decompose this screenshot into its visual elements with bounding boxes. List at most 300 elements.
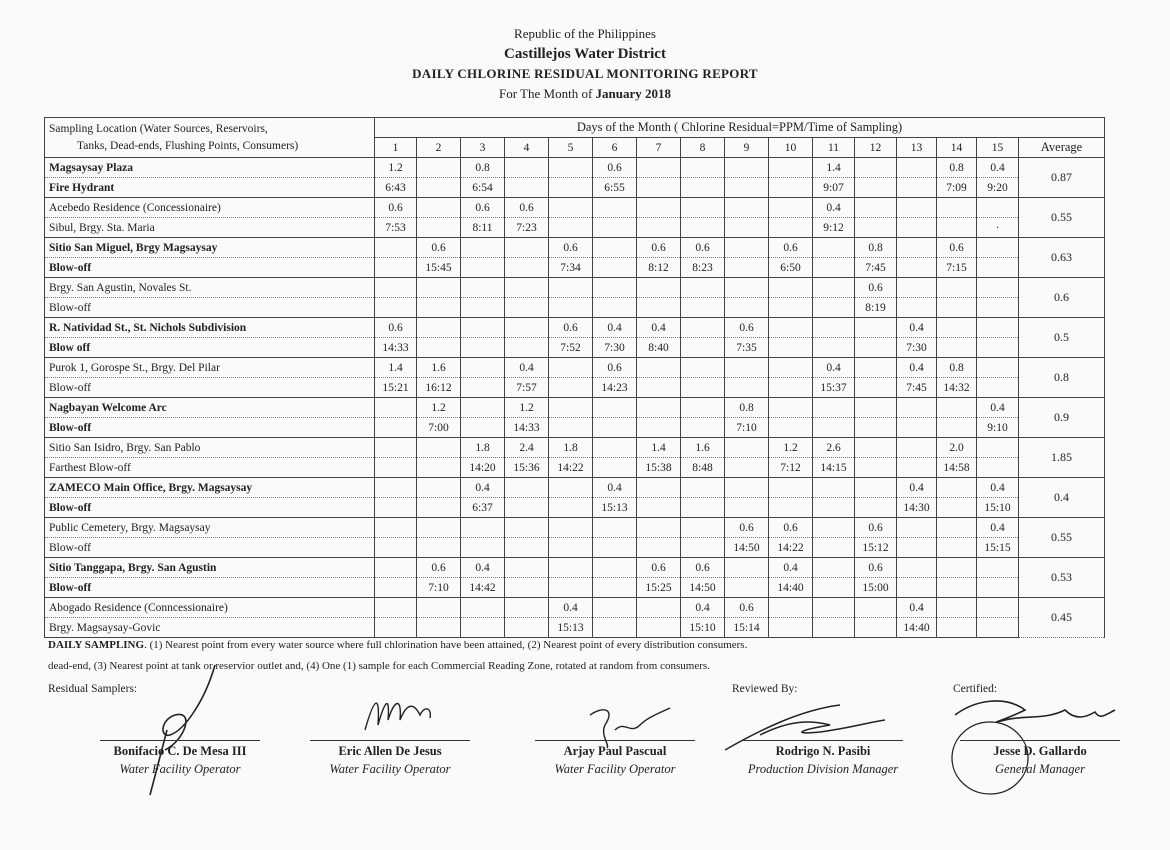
ppm-cell: 2.4 <box>505 438 549 458</box>
day-header: 11 <box>813 138 855 158</box>
table-row-time <box>45 298 1105 318</box>
ppm-cell <box>461 598 505 618</box>
time-cell <box>813 338 855 358</box>
time-cell: 15:36 <box>505 458 549 478</box>
time-cell: 8:40 <box>637 338 681 358</box>
table-row-ppm <box>45 438 1105 458</box>
day-header: 2 <box>417 138 461 158</box>
time-cell <box>417 498 461 518</box>
ppm-cell <box>681 478 725 498</box>
ppm-cell: 0.8 <box>937 158 977 178</box>
time-cell: 14:33 <box>375 338 417 358</box>
ppm-cell: 0.6 <box>937 238 977 258</box>
ppm-cell <box>505 278 549 298</box>
ppm-cell <box>855 598 897 618</box>
ppm-cell: 0.4 <box>593 318 637 338</box>
time-cell: 15:45 <box>417 258 461 278</box>
report-month: January 2018 <box>595 86 672 101</box>
time-cell <box>897 458 937 478</box>
time-cell: 8:23 <box>681 258 725 278</box>
time-cell <box>593 418 637 438</box>
ppm-cell <box>855 158 897 178</box>
time-cell <box>769 378 813 398</box>
ppm-cell <box>593 278 637 298</box>
time-cell <box>417 458 461 478</box>
day-header: 4 <box>505 138 549 158</box>
ppm-cell <box>375 478 417 498</box>
time-cell: 15:25 <box>637 578 681 598</box>
time-cell <box>681 418 725 438</box>
ppm-cell <box>681 398 725 418</box>
average-cell: 0.53 <box>1019 558 1105 598</box>
average-cell: 0.9 <box>1019 398 1105 438</box>
time-cell: 7:57 <box>505 378 549 398</box>
ppm-cell <box>505 318 549 338</box>
time-cell <box>977 298 1019 318</box>
ppm-cell <box>813 318 855 338</box>
time-cell: 14:50 <box>725 538 769 558</box>
ppm-cell <box>549 198 593 218</box>
table-row-time <box>45 498 1105 518</box>
time-cell <box>637 498 681 518</box>
ppm-cell <box>769 358 813 378</box>
time-cell <box>897 298 937 318</box>
location-name: Public Cemetery, Brgy. Magsaysay <box>45 518 375 538</box>
ppm-cell <box>505 598 549 618</box>
time-cell <box>813 298 855 318</box>
ppm-cell: 0.4 <box>549 598 593 618</box>
time-cell: 14:22 <box>549 458 593 478</box>
time-cell <box>549 218 593 238</box>
signatory-name: Rodrigo N. Pasibi <box>775 744 871 758</box>
location-name: ZAMECO Main Office, Brgy. Magsaysay <box>45 478 375 498</box>
ppm-cell: 0.6 <box>637 558 681 578</box>
table-row-time <box>45 218 1105 238</box>
ppm-cell: 2.6 <box>813 438 855 458</box>
ppm-cell: 0.4 <box>897 598 937 618</box>
footnote-text1: . (1) Nearest point from every water source where full chlorination have been attained, (2) Nearest point of every distribution consumers. <box>144 639 748 651</box>
ppm-cell <box>637 358 681 378</box>
time-cell <box>461 538 505 558</box>
day-header: 5 <box>549 138 593 158</box>
time-cell <box>505 578 549 598</box>
ppm-cell <box>977 558 1019 578</box>
time-cell <box>637 218 681 238</box>
time-cell <box>725 578 769 598</box>
ppm-cell: 0.6 <box>769 238 813 258</box>
location-detail: Fire Hydrant <box>45 178 375 198</box>
table-row-ppm <box>45 158 1105 178</box>
time-cell <box>681 378 725 398</box>
ppm-cell <box>505 478 549 498</box>
time-cell <box>505 338 549 358</box>
ppm-cell: 1.2 <box>769 438 813 458</box>
location-name: R. Natividad St., St. Nichols Subdivision <box>45 318 375 338</box>
ppm-cell <box>637 158 681 178</box>
time-cell <box>375 418 417 438</box>
location-detail: Blow-off <box>45 578 375 598</box>
ppm-cell: 0.4 <box>897 478 937 498</box>
time-cell <box>549 418 593 438</box>
ppm-cell <box>937 598 977 618</box>
time-cell <box>461 378 505 398</box>
day-header: 1 <box>375 138 417 158</box>
time-cell: 14:20 <box>461 458 505 478</box>
ppm-cell <box>417 598 461 618</box>
time-cell <box>813 538 855 558</box>
table-row-time <box>45 178 1105 198</box>
time-cell: 6:50 <box>769 258 813 278</box>
time-cell <box>855 458 897 478</box>
ppm-cell <box>681 518 725 538</box>
time-cell <box>417 338 461 358</box>
time-cell <box>417 298 461 318</box>
ppm-cell <box>769 158 813 178</box>
time-cell: 8:11 <box>461 218 505 238</box>
time-cell <box>637 178 681 198</box>
time-cell <box>725 378 769 398</box>
ppm-cell <box>937 518 977 538</box>
table-row-time <box>45 378 1105 398</box>
ppm-cell <box>725 198 769 218</box>
location-detail: Blow-off <box>45 498 375 518</box>
ppm-cell: 1.2 <box>505 398 549 418</box>
ppm-cell <box>637 478 681 498</box>
signatory-3 <box>530 740 700 778</box>
ppm-cell <box>855 318 897 338</box>
ppm-cell: 0.4 <box>977 398 1019 418</box>
ppm-cell <box>769 398 813 418</box>
time-cell: 8:19 <box>855 298 897 318</box>
ppm-cell <box>417 478 461 498</box>
ppm-cell <box>637 198 681 218</box>
ppm-cell: 0.6 <box>855 278 897 298</box>
ppm-cell <box>977 598 1019 618</box>
time-cell <box>549 178 593 198</box>
time-cell: 9:10 <box>977 418 1019 438</box>
signatory-name: Jesse D. Gallardo <box>993 744 1087 758</box>
table-row-ppm <box>45 558 1105 578</box>
time-cell <box>417 178 461 198</box>
time-cell <box>505 298 549 318</box>
time-cell <box>549 378 593 398</box>
time-cell <box>897 578 937 598</box>
ppm-cell <box>769 318 813 338</box>
time-cell: 14:58 <box>937 458 977 478</box>
ppm-cell: 0.4 <box>505 358 549 378</box>
day-header: 8 <box>681 138 725 158</box>
table-row-ppm <box>45 598 1105 618</box>
ppm-cell <box>937 558 977 578</box>
ppm-cell: 0.4 <box>637 318 681 338</box>
time-cell <box>897 218 937 238</box>
time-cell <box>681 338 725 358</box>
time-cell: 16:12 <box>417 378 461 398</box>
time-cell: 7:10 <box>417 578 461 598</box>
time-cell <box>769 178 813 198</box>
time-cell <box>593 218 637 238</box>
ppm-cell: 1.8 <box>461 438 505 458</box>
time-cell: 14:32 <box>937 378 977 398</box>
time-cell: 15:13 <box>549 618 593 638</box>
location-detail: Brgy. Magsaysay-Govic <box>45 618 375 638</box>
average-cell: 0.6 <box>1019 278 1105 318</box>
ppm-cell: 0.8 <box>937 358 977 378</box>
time-cell <box>769 418 813 438</box>
signatory-5 <box>955 740 1125 778</box>
time-cell <box>937 338 977 358</box>
agency-name: Castillejos Water District <box>504 46 666 62</box>
ppm-cell <box>769 278 813 298</box>
report-month-line <box>0 84 1170 104</box>
time-cell <box>681 218 725 238</box>
day-header: 3 <box>461 138 505 158</box>
ppm-cell: 0.4 <box>461 558 505 578</box>
location-name: Sitio Tanggapa, Brgy. San Agustin <box>45 558 375 578</box>
time-cell <box>375 538 417 558</box>
ppm-cell: 0.6 <box>855 518 897 538</box>
time-cell <box>549 538 593 558</box>
ppm-cell <box>937 198 977 218</box>
ppm-cell: 0.8 <box>725 398 769 418</box>
time-cell: 15:38 <box>637 458 681 478</box>
ppm-cell: 0.6 <box>375 198 417 218</box>
ppm-cell <box>725 478 769 498</box>
time-cell: 7:10 <box>725 418 769 438</box>
ppm-cell: 0.4 <box>897 318 937 338</box>
ppm-cell <box>549 398 593 418</box>
ppm-cell <box>417 158 461 178</box>
time-cell: 7:15 <box>937 258 977 278</box>
ppm-cell <box>769 478 813 498</box>
time-cell <box>505 178 549 198</box>
time-cell <box>937 498 977 518</box>
time-cell <box>769 338 813 358</box>
time-cell <box>813 258 855 278</box>
ppm-cell <box>549 518 593 538</box>
time-cell <box>593 578 637 598</box>
average-header: Average <box>1019 138 1105 158</box>
time-cell: 6:54 <box>461 178 505 198</box>
average-cell: 1.85 <box>1019 438 1105 478</box>
time-cell: 7:23 <box>505 218 549 238</box>
ppm-cell: 0.6 <box>681 238 725 258</box>
time-cell <box>681 298 725 318</box>
time-cell <box>505 538 549 558</box>
signatory-2 <box>305 740 475 778</box>
time-cell: 14:42 <box>461 578 505 598</box>
signatory-name: Arjay Paul Pascual <box>563 744 667 758</box>
ppm-cell <box>505 518 549 538</box>
day-header: 7 <box>637 138 681 158</box>
table-row-time <box>45 458 1105 478</box>
ppm-cell <box>637 598 681 618</box>
ppm-cell <box>813 238 855 258</box>
ppm-cell <box>549 158 593 178</box>
ppm-cell: 0.4 <box>977 158 1019 178</box>
time-cell <box>505 258 549 278</box>
ppm-cell <box>897 518 937 538</box>
ppm-cell <box>855 358 897 378</box>
ppm-cell: 0.4 <box>897 358 937 378</box>
time-cell <box>813 578 855 598</box>
days-header: Days of the Month ( Chlorine Residual=PPM/Time of Sampling) <box>375 118 1105 138</box>
ppm-cell <box>549 358 593 378</box>
samplers-label: Residual Samplers: <box>48 683 138 695</box>
time-cell <box>375 578 417 598</box>
ppm-cell <box>593 518 637 538</box>
chlorine-residual-table <box>44 117 1105 638</box>
table-body <box>45 158 1105 638</box>
ppm-cell <box>937 278 977 298</box>
ppm-cell: 0.6 <box>681 558 725 578</box>
ppm-cell <box>813 278 855 298</box>
location-detail: Blow-off <box>45 378 375 398</box>
signatory-title: Water Facility Operator <box>119 762 241 776</box>
ppm-cell <box>681 318 725 338</box>
ppm-cell <box>375 278 417 298</box>
ppm-cell <box>855 478 897 498</box>
ppm-cell: 0.6 <box>593 158 637 178</box>
signature-scribble-1 <box>145 660 235 800</box>
ppm-cell <box>461 238 505 258</box>
time-cell: 14:50 <box>681 578 725 598</box>
time-cell <box>937 218 977 238</box>
ppm-cell: 0.4 <box>977 478 1019 498</box>
time-cell <box>725 498 769 518</box>
signatory-title: Water Facility Operator <box>554 762 676 776</box>
ppm-cell <box>977 438 1019 458</box>
time-cell: 14:15 <box>813 458 855 478</box>
ppm-cell <box>897 278 937 298</box>
average-cell: 0.8 <box>1019 358 1105 398</box>
average-cell: 0.4 <box>1019 478 1105 518</box>
signature-line <box>960 740 1120 741</box>
time-cell <box>855 338 897 358</box>
time-cell <box>897 178 937 198</box>
signature-line <box>535 740 695 741</box>
ppm-cell: 0.4 <box>813 198 855 218</box>
ppm-cell: 0.6 <box>593 358 637 378</box>
time-cell <box>769 498 813 518</box>
location-header <box>45 118 375 158</box>
time-cell: 14:33 <box>505 418 549 438</box>
signatory-name: Bonifacio C. De Mesa III <box>113 744 247 758</box>
average-cell: 0.55 <box>1019 518 1105 558</box>
time-cell: 7:45 <box>855 258 897 278</box>
time-cell <box>461 258 505 278</box>
time-cell: 7:12 <box>769 458 813 478</box>
signature-scribble-2 <box>360 690 440 740</box>
average-cell: 0.63 <box>1019 238 1105 278</box>
ppm-cell: 0.4 <box>681 598 725 618</box>
time-cell: 6:37 <box>461 498 505 518</box>
ppm-cell <box>937 398 977 418</box>
ppm-cell <box>897 398 937 418</box>
time-cell <box>769 218 813 238</box>
ppm-cell <box>505 558 549 578</box>
time-cell: 8:48 <box>681 458 725 478</box>
ppm-cell: 0.6 <box>725 318 769 338</box>
location-name: Magsaysay Plaza <box>45 158 375 178</box>
location-detail: Blow-off <box>45 258 375 278</box>
time-cell <box>375 298 417 318</box>
time-cell: 15:15 <box>977 538 1019 558</box>
ppm-cell <box>461 278 505 298</box>
table-row-ppm <box>45 478 1105 498</box>
ppm-cell: 0.4 <box>813 358 855 378</box>
ppm-cell <box>549 278 593 298</box>
average-cell: 0.5 <box>1019 318 1105 358</box>
time-cell <box>855 218 897 238</box>
ppm-cell <box>725 238 769 258</box>
ppm-cell: 1.6 <box>417 358 461 378</box>
ppm-cell <box>461 398 505 418</box>
ppm-cell: 2.0 <box>937 438 977 458</box>
ppm-cell <box>855 398 897 418</box>
table-row-ppm <box>45 398 1105 418</box>
time-cell: 15:37 <box>813 378 855 398</box>
ppm-cell: 0.4 <box>769 558 813 578</box>
ppm-cell <box>725 278 769 298</box>
ppm-cell <box>977 318 1019 338</box>
time-cell <box>461 338 505 358</box>
ppm-cell: 1.8 <box>549 438 593 458</box>
ppm-cell <box>977 278 1019 298</box>
time-cell: 9:07 <box>813 178 855 198</box>
day-header: 12 <box>855 138 897 158</box>
signature-line <box>100 740 260 741</box>
time-cell <box>769 298 813 318</box>
footnote-label: DAILY SAMPLING <box>48 639 145 651</box>
ppm-cell <box>375 558 417 578</box>
time-cell <box>637 418 681 438</box>
ppm-cell: 0.4 <box>593 478 637 498</box>
ppm-cell <box>855 198 897 218</box>
report-title: DAILY CHLORINE RESIDUAL MONITORING REPORT <box>412 66 758 81</box>
day-header: 15 <box>977 138 1019 158</box>
table-row-time <box>45 578 1105 598</box>
day-header: 6 <box>593 138 637 158</box>
ppm-cell <box>725 158 769 178</box>
report-header <box>0 24 1170 104</box>
ppm-cell <box>375 438 417 458</box>
table-row-time <box>45 418 1105 438</box>
time-cell <box>549 298 593 318</box>
time-cell <box>725 178 769 198</box>
average-cell: 0.87 <box>1019 158 1105 198</box>
signatory-title: Water Facility Operator <box>329 762 451 776</box>
ppm-cell <box>549 558 593 578</box>
ppm-cell <box>897 438 937 458</box>
ppm-cell: 0.6 <box>549 238 593 258</box>
time-cell <box>725 218 769 238</box>
time-cell: 7:35 <box>725 338 769 358</box>
month-prefix: For The Month of <box>498 86 593 101</box>
location-detail: Blow-off <box>45 298 375 318</box>
ppm-cell <box>461 318 505 338</box>
signatory-4 <box>738 740 908 778</box>
ppm-cell: 0.8 <box>461 158 505 178</box>
ppm-cell: 0.6 <box>505 198 549 218</box>
ppm-cell <box>897 558 937 578</box>
ppm-cell <box>417 518 461 538</box>
table-row-ppm <box>45 518 1105 538</box>
ppm-cell <box>855 438 897 458</box>
time-cell: 8:12 <box>637 258 681 278</box>
time-cell <box>505 498 549 518</box>
certified-label: Certified: <box>953 683 998 695</box>
